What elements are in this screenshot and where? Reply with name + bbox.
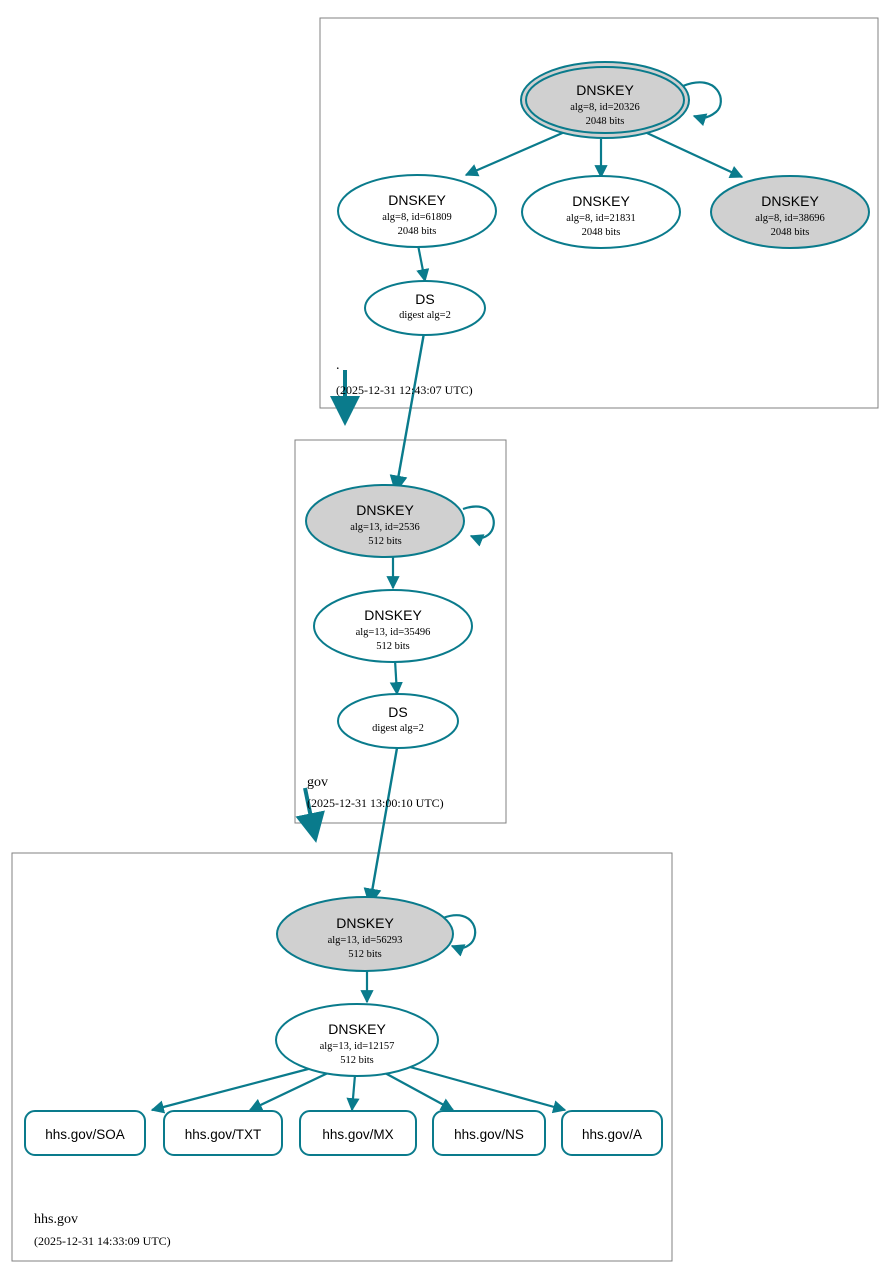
node-title: DS (388, 704, 408, 720)
node-root-ds[interactable] (365, 281, 485, 335)
node-title: DNSKEY (761, 193, 819, 209)
node-title: DNSKEY (356, 502, 414, 518)
zone-timestamp-root: (2025-12-31 12:43:07 UTC) (336, 383, 473, 397)
rrset-label: hhs.gov/MX (322, 1127, 394, 1142)
node-title: DNSKEY (364, 607, 422, 623)
node-line2: alg=13, id=12157 (319, 1041, 395, 1052)
node-line2: alg=13, id=35496 (355, 627, 431, 638)
edge-hhs-zsk-to-soa (152, 1068, 312, 1110)
node-line3: 2048 bits (770, 227, 810, 238)
edge-gov-ksk-self (463, 506, 494, 538)
node-root-dnskey-38696[interactable] (711, 176, 869, 248)
zone-label-hhsgov: hhs.gov (34, 1212, 78, 1227)
rrset-node-soa[interactable] (25, 1111, 145, 1155)
node-title: DNSKEY (388, 192, 446, 208)
rrset-node-ns[interactable] (433, 1111, 545, 1155)
node-line2: alg=8, id=20326 (570, 102, 640, 113)
zone-label-gov: gov (307, 775, 328, 790)
node-gov-ksk-2536[interactable] (306, 485, 464, 557)
node-hhsgov-dnskey-12157[interactable] (276, 1004, 438, 1076)
node-line3: 512 bits (340, 1055, 374, 1066)
node-line2: alg=13, id=56293 (327, 935, 403, 946)
edge-hhs-zsk-to-a (410, 1067, 565, 1110)
node-line2: alg=13, id=2536 (350, 522, 420, 533)
node-root-dnskey-21831[interactable] (522, 176, 680, 248)
node-line3: 512 bits (348, 949, 382, 960)
node-hhsgov-ksk-56293[interactable] (277, 897, 453, 971)
node-gov-ds[interactable] (338, 694, 458, 748)
rrset-node-mx[interactable] (300, 1111, 416, 1155)
node-line3: 512 bits (368, 536, 402, 547)
node-title: DNSKEY (336, 915, 394, 931)
node-line2: alg=8, id=38696 (755, 213, 825, 224)
node-gov-dnskey-35496[interactable] (314, 590, 472, 662)
zone-label-root: . (336, 358, 340, 373)
node-title: DNSKEY (572, 193, 630, 209)
edge-gov-zsk-to-ds (395, 660, 397, 694)
edge-root-ds-to-gov-ksk (396, 333, 424, 490)
edge-root-61809-to-ds (418, 245, 425, 281)
node-line3: 2048 bits (581, 227, 621, 238)
node-line2: alg=8, id=61809 (382, 212, 452, 223)
node-root-ksk-20326[interactable] (521, 62, 689, 138)
node-root-dnskey-61809[interactable] (338, 175, 496, 247)
rrset-label: hhs.gov/TXT (184, 1127, 262, 1142)
node-title: DNSKEY (328, 1021, 386, 1037)
edge-hhs-zsk-to-mx (352, 1075, 355, 1110)
node-title: DNSKEY (576, 82, 634, 98)
node-title: DS (415, 291, 435, 307)
rrset-node-txt[interactable] (164, 1111, 282, 1155)
node-line3: 2048 bits (397, 226, 437, 237)
zone-timestamp-gov: (2025-12-31 13:00:10 UTC) (307, 796, 444, 810)
node-line3: 512 bits (376, 641, 410, 652)
edge-root-ksk-to-61809 (466, 131, 567, 175)
edge-root-ksk-to-38696 (647, 133, 742, 177)
node-line3: 2048 bits (585, 116, 625, 127)
rrset-node-a[interactable] (562, 1111, 662, 1155)
rrset-label: hhs.gov/NS (454, 1127, 524, 1142)
node-line2: digest alg=2 (372, 723, 424, 734)
zone-timestamp-hhsgov: (2025-12-31 14:33:09 UTC) (34, 1234, 171, 1248)
rrset-label: hhs.gov/A (581, 1127, 643, 1142)
edge-hhs-zsk-to-txt (250, 1072, 330, 1110)
node-line2: digest alg=2 (399, 310, 451, 321)
rrset-label: hhs.gov/SOA (45, 1127, 125, 1142)
edge-gov-ds-to-hhs-ksk (370, 748, 397, 903)
node-line2: alg=8, id=21831 (566, 213, 636, 224)
edge-hhs-zsk-to-ns (385, 1073, 453, 1110)
